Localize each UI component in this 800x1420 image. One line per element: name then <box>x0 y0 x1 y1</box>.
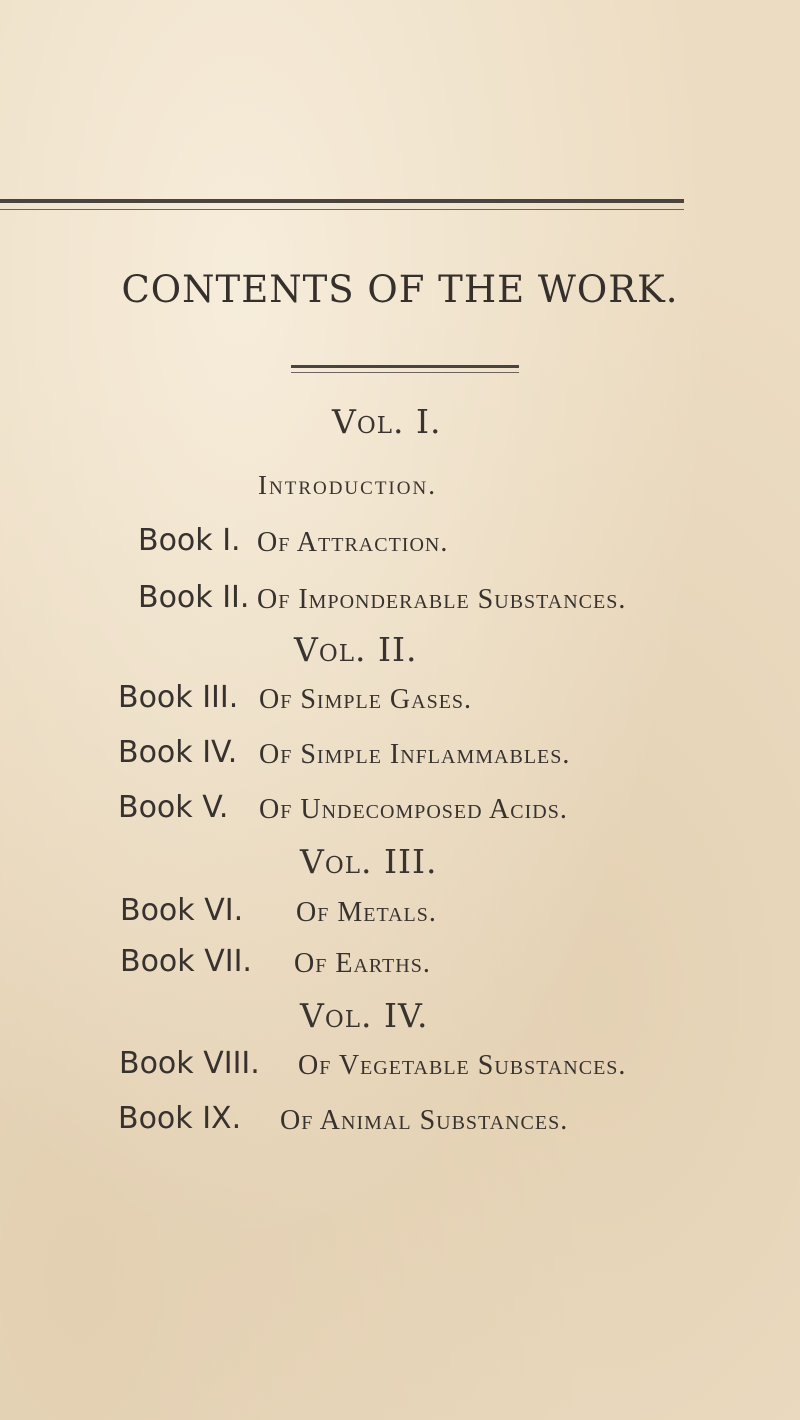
introduction-heading: Introduction. <box>258 470 437 500</box>
contents-row-book-1 <box>0 523 800 563</box>
volume-heading-4: Vol. IV. <box>300 996 429 1035</box>
contents-row-book-9 <box>0 1101 800 1141</box>
book-number: Book V. <box>118 790 229 825</box>
book-subject: Of Earths. <box>294 948 431 979</box>
book-subject: Of Simple Gases. <box>259 684 473 715</box>
volume-heading-3: Vol. III. <box>300 842 438 881</box>
book-subject: Of Imponderable Substances. <box>257 584 627 615</box>
top-rule-thin <box>0 209 684 210</box>
contents-row-book-4 <box>0 735 800 775</box>
book-subject: Of Animal Substances. <box>280 1105 569 1136</box>
title-rule-thin <box>291 372 519 373</box>
book-number: Book VII. <box>120 944 252 979</box>
book-number: Book III. <box>118 680 239 715</box>
page-title: CONTENTS OF THE WORK. <box>121 268 679 311</box>
book-number: Book IV. <box>118 735 238 770</box>
book-number: Book VI. <box>120 893 244 928</box>
contents-row-book-8 <box>0 1046 800 1086</box>
title-rule-thick <box>291 365 519 368</box>
book-number: Book VIII. <box>119 1046 260 1081</box>
contents-row-book-3 <box>0 680 800 720</box>
book-subject: Of Attraction. <box>257 527 449 558</box>
volume-heading-2: Vol. II. <box>294 630 418 669</box>
book-subject: Of Vegetable Substances. <box>298 1050 627 1081</box>
volume-heading-1: Vol. I. <box>332 402 442 441</box>
book-number: Book II. <box>138 580 250 615</box>
contents-row-book-2 <box>0 580 800 620</box>
book-number: Book I. <box>138 523 241 558</box>
contents-row-book-7 <box>0 944 800 984</box>
book-subject: Of Simple Inflammables. <box>259 739 571 770</box>
contents-row-book-5 <box>0 790 800 830</box>
book-number: Book IX. <box>118 1101 242 1136</box>
book-subject: Of Undecomposed Acids. <box>259 794 568 825</box>
top-rule-thick <box>0 199 684 203</box>
book-subject: Of Metals. <box>296 897 437 928</box>
contents-row-book-6 <box>0 893 800 933</box>
